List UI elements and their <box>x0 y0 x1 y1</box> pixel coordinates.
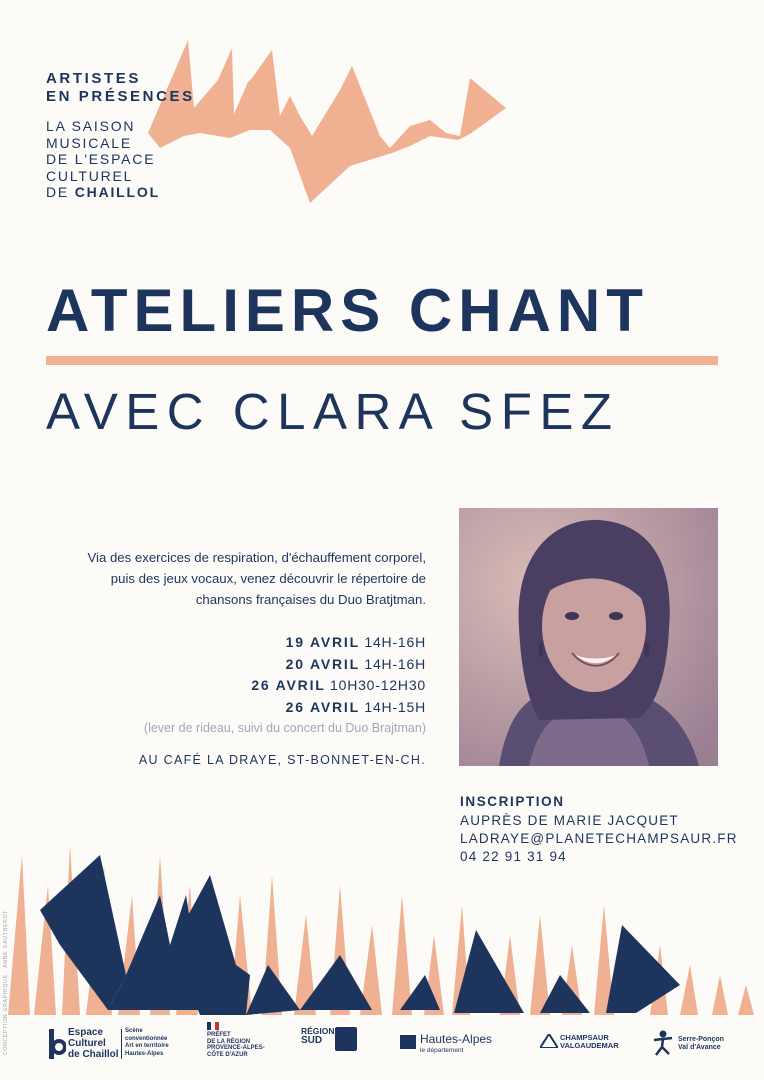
peaks-decoration <box>0 825 764 1020</box>
schedule-row <box>144 654 426 676</box>
schedule-date: 26 AVRIL <box>285 698 360 715</box>
season-line <box>46 184 160 201</box>
page-subtitle: AVEC CLARA SFEZ <box>46 383 620 440</box>
schedule <box>144 632 426 740</box>
schedule-row <box>144 632 426 654</box>
inscription-heading: INSCRIPTION <box>460 794 565 809</box>
schedule-date: 19 AVRIL <box>285 634 360 650</box>
champsaur-line: VALGAUDEMAR <box>560 1041 619 1050</box>
schedule-time: 14H-16H <box>364 634 426 650</box>
schedule-time: 14H-15H <box>364 698 426 715</box>
series-kicker <box>46 70 195 106</box>
season-line: MUSICALE <box>46 134 132 151</box>
serre-line: Serre-Ponçon <box>678 1036 724 1043</box>
serre-line: Val d'Avance <box>678 1044 721 1051</box>
description-line: chansons françaises du Duo Bratjtman. <box>195 592 426 607</box>
venue: AU CAFÉ LA DRAYE, ST-BONNET-EN-CH. <box>138 753 426 767</box>
champsaur-icon <box>540 1034 558 1048</box>
schedule-row <box>144 697 426 719</box>
hautes-alpes-sub: le département <box>420 1047 464 1054</box>
region-line: RÉGION <box>301 1026 335 1036</box>
schedule-date: 26 AVRIL <box>251 677 326 693</box>
espace-desc: conventionnée <box>125 1035 168 1042</box>
espace-culturel-icon <box>46 1029 66 1059</box>
prefet-line: DE LA RÉGION <box>207 1038 251 1045</box>
schedule-time: 10H30-12H30 <box>330 677 426 693</box>
logo-region-sud <box>301 1027 335 1045</box>
season-prefix: DE <box>46 184 70 200</box>
schedule-row <box>144 675 426 697</box>
espace-desc: Scène <box>125 1028 143 1034</box>
description-line: Via des exercices de respiration, d'échauffement corporel, <box>87 550 426 565</box>
prefet-line: CÔTE D'AZUR <box>207 1051 248 1058</box>
description-line: puis des jeux vocaux, venez découvrir le répertoire de <box>110 571 426 586</box>
mountain-decoration <box>140 38 510 208</box>
prefet-line: PRÉFET <box>207 1032 231 1038</box>
espace-line: Espace <box>68 1027 104 1038</box>
inscription-email[interactable]: LADRAYE@PLANETECHAMPSAUR.FR <box>460 831 738 846</box>
espace-line: Culturel <box>68 1038 106 1049</box>
page-title: ATELIERS CHANT <box>46 277 649 344</box>
kicker-line: EN PRÉSENCES <box>46 88 195 105</box>
logo-prefet <box>207 1022 265 1058</box>
prefet-line: PROVENCE-ALPES- <box>207 1045 265 1051</box>
design-credit-text: CONCEPTION GRAPHIQUE · ANNE GAUTHEROT <box>3 909 9 1055</box>
flag-icon <box>207 1022 219 1030</box>
hautes-alpes-icon <box>400 1035 416 1049</box>
portrait-illustration <box>459 508 718 766</box>
season-line: DE L'ESPACE <box>46 151 156 167</box>
region-shield-icon <box>335 1027 357 1051</box>
espace-line: de Chaillol <box>68 1049 119 1060</box>
logo-espace-culturel <box>46 1027 169 1063</box>
inscription-phone[interactable]: 04 22 91 31 94 <box>460 849 567 864</box>
season-line: CULTUREL <box>46 167 134 184</box>
season-line: LA SAISON <box>46 118 136 134</box>
description <box>26 547 426 610</box>
inscription-contact: AUPRÈS DE MARIE JACQUET <box>460 813 679 828</box>
schedule-time: 14H-16H <box>364 655 426 672</box>
title-divider <box>46 356 718 365</box>
season-venue: CHAILLOL <box>74 184 160 200</box>
schedule-note: (lever de rideau, suivi du concert du Duo Brajtman) <box>143 721 426 735</box>
espace-desc: Art en territoire <box>125 1043 169 1049</box>
region-line: SUD <box>301 1035 323 1046</box>
schedule-date: 20 AVRIL <box>285 655 360 672</box>
kicker-line: ARTISTES <box>46 70 141 87</box>
design-credit <box>3 909 15 1055</box>
person-icon <box>652 1030 674 1056</box>
logo-divider <box>121 1029 122 1059</box>
season-text <box>46 118 160 201</box>
espace-desc: Hautes-Alpes <box>125 1050 164 1057</box>
artist-portrait <box>459 508 718 766</box>
hautes-alpes-name: Hautes-Alpes <box>420 1032 493 1046</box>
champsaur-line: CHAMPSAUR <box>560 1033 609 1042</box>
